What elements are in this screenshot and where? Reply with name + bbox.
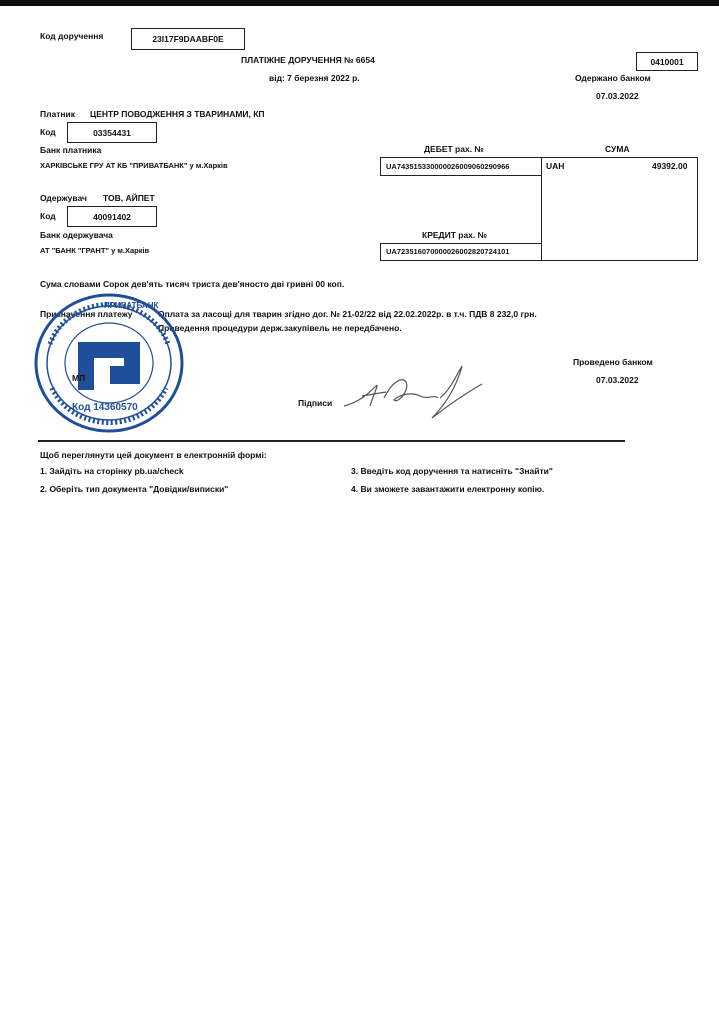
amount-in-words: Сума словами Сорок дев'ять тисяч триста дев'яносто дві гривні 00 коп. xyxy=(40,279,345,289)
table-top-line xyxy=(380,157,698,158)
sum-header: СУМА xyxy=(605,144,630,154)
purpose-line-1: Оплата за ласощі для тварин згідно дог. № 21-02/22 від 22.02.2022р. в т.ч. ПДВ 8 232,0 грн. xyxy=(158,309,537,319)
sum-left-line xyxy=(541,157,542,261)
order-code-label: Код доручення xyxy=(40,31,104,41)
signatures-label: Підписи xyxy=(298,398,333,408)
received-date: 07.03.2022 xyxy=(596,91,639,101)
amount: 49392.00 xyxy=(652,161,688,171)
credit-account: UA723516070000026002820724101 xyxy=(386,247,510,256)
stamp-bank-text: ПРИВАТБАНК xyxy=(104,301,159,310)
processed-date: 07.03.2022 xyxy=(596,375,639,385)
credit-header: КРЕДИТ рах. № xyxy=(422,230,488,240)
recipient-code-label: Код xyxy=(40,211,56,221)
order-code-box xyxy=(131,28,245,50)
document-title: ПЛАТІЖНЕ ДОРУЧЕННЯ № 6654 xyxy=(241,55,375,65)
payer-bank-label: Банк платника xyxy=(40,145,102,155)
recipient-label: Одержувач xyxy=(40,193,87,203)
processed-by-bank-label: Проведено банком xyxy=(573,357,653,367)
order-code-value: 23I17F9DAABF0E xyxy=(152,34,224,44)
debit-header: ДЕБЕТ рах. № xyxy=(424,144,484,154)
stamp-mp: МП xyxy=(72,373,86,383)
recipient-code-box xyxy=(67,206,157,227)
received-by-bank-label: Одержано банком xyxy=(575,73,651,83)
debit-left-line xyxy=(380,157,381,175)
recipient-code-value: 40091402 xyxy=(93,211,131,222)
instruction-step-4: 4. Ви зможете завантажити електронну копію. xyxy=(351,484,545,494)
document-date: від: 7 березня 2022 р. xyxy=(269,73,360,83)
purpose-label: Призначення платежу xyxy=(40,309,133,319)
payer-code-value: 03354431 xyxy=(93,127,131,138)
handwritten-signature xyxy=(340,362,485,422)
recipient-name: ТОВ, АЙПЕТ xyxy=(103,193,155,203)
instruction-step-3: 3. Введіть код доручення та натисніть "Знайти" xyxy=(351,466,553,476)
currency: UAH xyxy=(546,161,565,171)
debit-bottom-line xyxy=(380,175,541,176)
payer-code-box xyxy=(67,122,157,143)
top-dark-bar xyxy=(0,0,719,6)
purpose-line-2: Проведення процедури держ.закупівель не передбачено. xyxy=(158,323,402,333)
payer-bank-name: ХАРКІВСЬКЕ ГРУ АТ КБ "ПРИВАТБАНК" у м.Харків xyxy=(40,161,228,170)
privatbank-seal-icon xyxy=(32,292,186,434)
credit-left-line xyxy=(380,243,381,261)
footer-separator xyxy=(38,440,625,442)
payer-label: Платник xyxy=(40,109,76,119)
credit-top-line xyxy=(380,243,541,244)
payer-code-label: Код xyxy=(40,127,56,137)
instruction-step-2: 2. Оберіть тип документа "Довідки/виписки" xyxy=(40,484,229,494)
form-code-value: 0410001 xyxy=(650,56,684,67)
stamp-code-text: Код 14360570 xyxy=(72,402,138,413)
recipient-bank-name: АТ "БАНК "ГРАНТ" у м.Харків xyxy=(40,246,150,255)
table-bottom-line xyxy=(380,260,698,261)
debit-account: UA743515330000026009060290966 xyxy=(386,162,510,171)
instruction-step-1: 1. Зайдіть на сторінку pb.ua/check xyxy=(40,466,184,476)
instructions-title: Щоб переглянути цей документ в електронній формі: xyxy=(40,450,267,460)
recipient-bank-label: Банк одержувача xyxy=(40,230,113,240)
form-code-box xyxy=(636,52,698,71)
table-right-line xyxy=(697,157,698,261)
payer-name: ЦЕНТР ПОВОДЖЕННЯ З ТВАРИНАМИ, КП xyxy=(90,109,265,119)
